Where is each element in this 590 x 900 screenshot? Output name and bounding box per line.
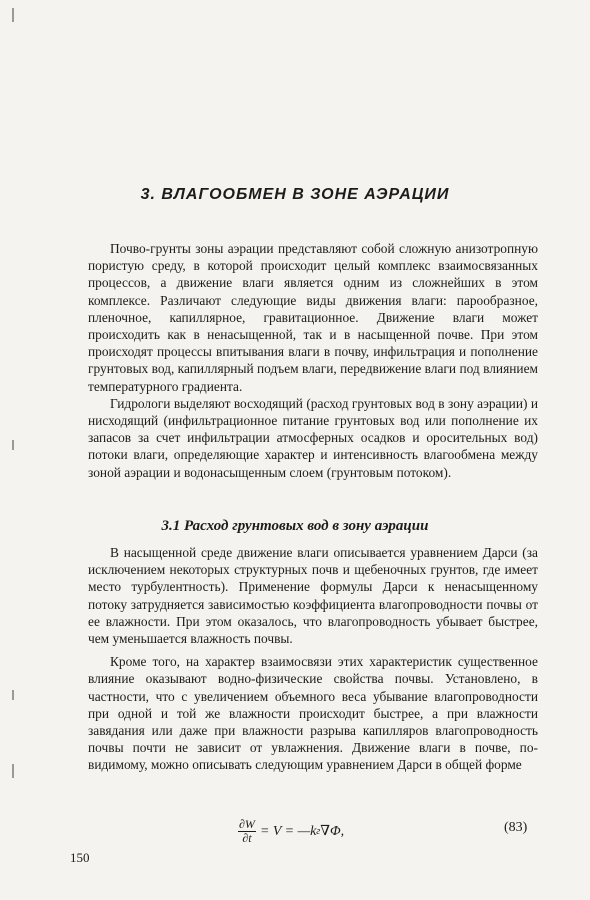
- darcy-equation: [238, 818, 344, 845]
- page-number: 150: [70, 850, 90, 865]
- scan-mark: [12, 8, 14, 22]
- scan-mark: [12, 440, 14, 450]
- equation-tail: ∇Φ,: [320, 824, 345, 839]
- paragraph: В насыщенной среде движение влаги описывается уравнением Дарси (за исключением некоторых структурных почв и щебеночных грунтов, где имеет место турбулентность). Применение формулы Дарси к ненасыщенному потоку затрудняется зависимостью коэффициента влагопроводности почвы от ее влажности. При этом оказалось, что влагопроводность убывает быстрее, чем уменьшается влажность почвы.: [88, 545, 538, 647]
- chapter-title: 3. ВЛАГООБМЕН В ЗОНЕ АЭРАЦИИ: [140, 186, 450, 203]
- equation-number: (83): [504, 820, 528, 835]
- fraction-denominator: ∂t: [242, 831, 252, 845]
- paragraph: Кроме того, на характер взаимосвязи этих характеристик существенное влияние оказывают водно-физические свойства почвы. Установлено, в частности, что с увеличением объемного веса убывание влагопроводности при одной и той же влажности происходит быстрее, а при влажности завядания или даже при влажности разрыва капилляров влагопроводность почвы почти не зависит от увлажнения. Движение влаги в почве, по-видимому, можно описывать следующим уравнением Дарси в общей форме: [88, 654, 538, 773]
- equation-subscript: г: [316, 826, 321, 837]
- section-title: 3.1 Расход грунтовых вод в зону аэрации: [161, 518, 429, 534]
- fraction-numerator: ∂W: [239, 817, 255, 831]
- body-text-bottom: [88, 544, 538, 774]
- fraction: [238, 818, 256, 845]
- body-text-top: [88, 240, 538, 481]
- equation-body: = V = —k: [259, 823, 317, 839]
- paragraph: Гидрологи выделяют восходящий (расход грунтовых вод в зону аэрации) и нисходящий (инфильтрационное питание грунтовых вод или пополнение их запасов за счет инфильтрации атмосферных осадков и оросительных вод) потоки влаги, определяющие характер и интенсивность влагообмена между зоной аэрации и водонасыщенным слоем (грунтовым потоком).: [88, 395, 538, 480]
- paragraph: Почво-грунты зоны аэрации представляют собой сложную анизотропную пористую среду, в которой происходит целый комплекс взаимосвязанных процессов, а движение влаги является одним из сложнейших в этом комплексе. Различают следующие виды движения влаги: парообразное, пленочное, капиллярное, гравитационное. Движение влаги может происходить как в ненасыщенной, так и в насыщенной почве. При этом происходят процессы впитывания влаги в почву, инфильтрация и пополнение грунтовых вод, капиллярный подъем влаги, передвижение влаги под влиянием температурного градиента.: [88, 241, 538, 394]
- scan-mark: [12, 690, 14, 700]
- scan-mark: [12, 764, 14, 778]
